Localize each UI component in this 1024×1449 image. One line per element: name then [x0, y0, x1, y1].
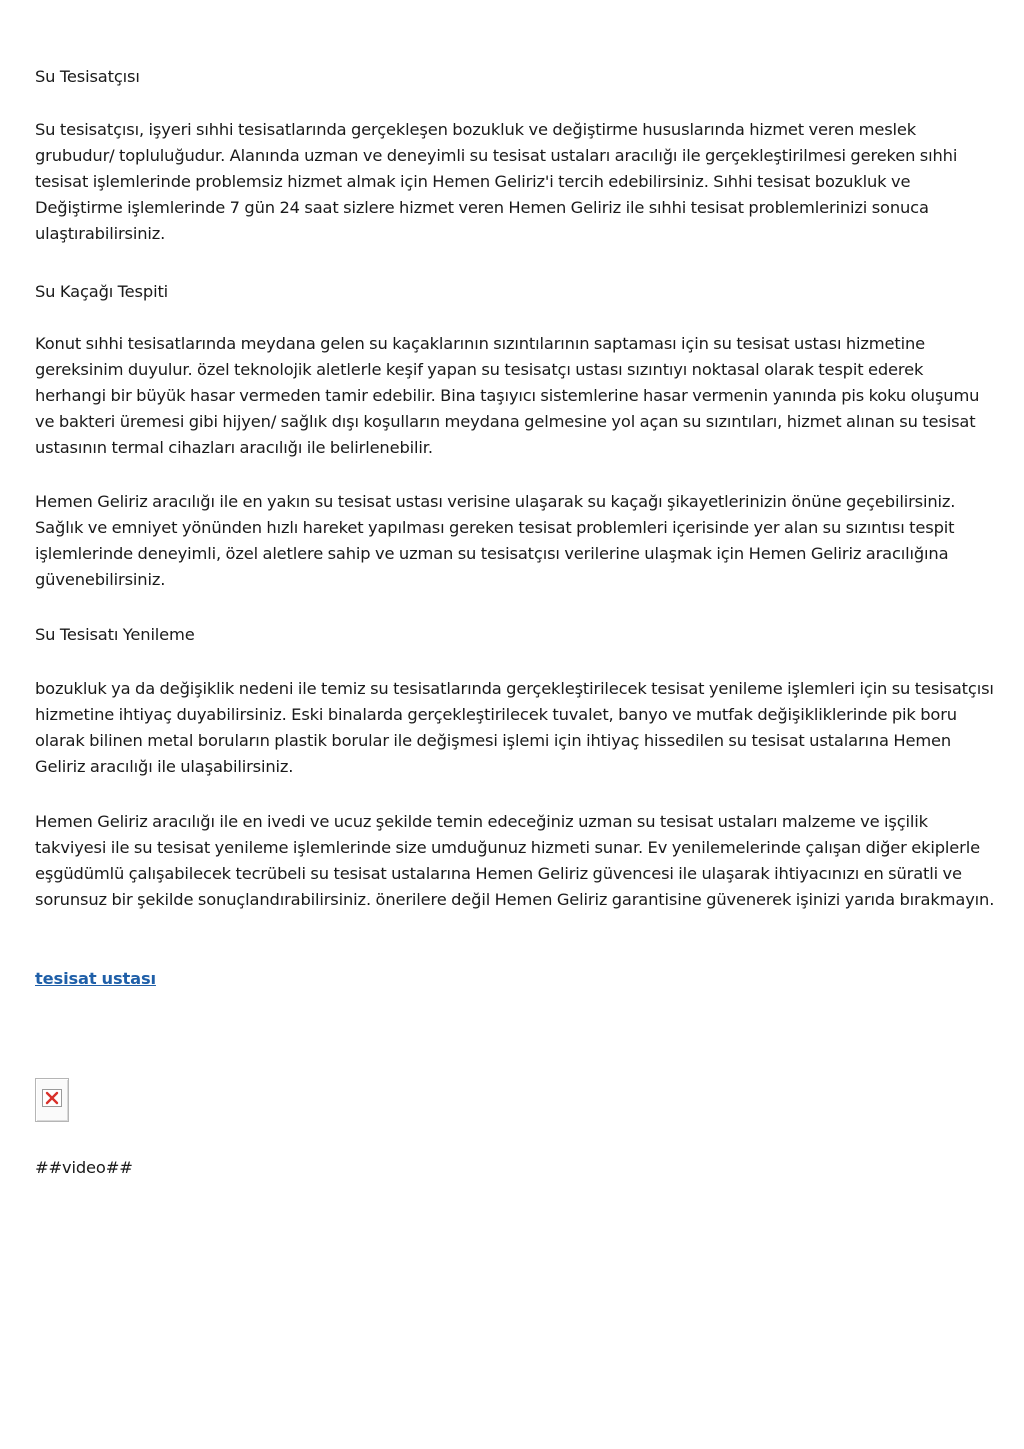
- video-placeholder: ##video##: [35, 1158, 133, 1177]
- section-heading-su-tesisatcisi: Su Tesisatçısı: [35, 67, 140, 86]
- paragraph-yenileme-2: Hemen Geliriz aracılığı ile en ivedi ve ucuz şekilde temin edeceğiniz uzman su tesisat ustaları malzeme ve işçilik takviyesi ile su tesisat yenileme işlemlerinde size umduğunuz hizmeti sunar. Ev yenilemelerinde çalışan diğer ekiplerle eşgüdümlü çalışabilecek tecrübeli su tesisat ustalarına Hemen Geliriz güvencesi ile ulaşarak ihtiyacınızı en süratli ve sorunsuz bir şekilde sonuçlandırabilirsiniz. önerilere değil Hemen Geliriz garantisine güvenerek işinizi yarıda bırakmayın.: [35, 812, 995, 909]
- paragraph-su-kacagi-1: Konut sıhhi tesisatlarında meydana gelen su kaçaklarının sızıntılarının saptaması için su tesisat ustası hizmetine gereksinim duyulur. özel teknolojik aletlerle keşif yapan su tesisatçı ustası sızıntıyı noktasal olarak tespit ederek herhangi bir büyük hasar vermeden tamir edebilir. Bina taşıyıcı sistemlerine hasar vermenin yanında pis koku oluşumu ve bakteri üremesi gibi hijyen/ sağlık dışı koşulların meydana gelmesine yol açan su sızıntıları, hizmet alınan su tesisat ustasının termal cihazları aracılığı ile belirlenebilir.: [35, 334, 980, 457]
- broken-image-icon: [42, 1089, 62, 1107]
- paragraph-su-tesisatcisi: Su tesisatçısı, işyeri sıhhi tesisatlarında gerçekleşen bozukluk ve değiştirme hususlarında hizmet veren meslek grubudur/ topluluğudur. Alanında uzman ve deneyimli su tesisat ustaları aracılığı ile gerçekleştirilmesi gereken sıhhi tesisat işlemlerinde problemsiz hizmet almak için Hemen Geliriz'i tercih edebilirsiniz. Sıhhi tesisat bozukluk ve Değiştirme işlemlerinde 7 gün 24 saat sizlere hizmet veren Hemen Geliriz ile sıhhi tesisat problemlerinizi sonuca ulaştırabilirsiniz.: [35, 120, 958, 243]
- paragraph-yenileme-1: bozukluk ya da değişiklik nedeni ile temiz su tesisatlarında gerçekleştirilecek tesisat yenileme işlemleri için su tesisatçısı hizmetine ihtiyaç duyabilirsiniz. Eski binalarda gerçekleştirilecek tuvalet, banyo ve mutfak değişikliklerinde pik boru olarak bilinen metal boruların plastik borular ile değişmesi işlemi için ihtiyaç hissedilen su tesisat ustalarına Hemen Geliriz aracılığı ile ulaşabilirsiniz.: [35, 679, 994, 776]
- link-container: [35, 966, 995, 992]
- paragraph-su-kacagi-2: Hemen Geliriz aracılığı ile en yakın su tesisat ustası verisine ulaşarak su kaçağı şikayetlerinizin önüne geçebilirsiniz. Sağlık ve emniyet yönünden hızlı hareket yapılması gereken tesisat problemleri içerisinde yer alan su sızıntısı tespit işlemlerinde deneyimli, özel aletlere sahip ve uzman su tesisatçısı verilerine ulaşmak için Hemen Geliriz aracılığına güvenebilirsiniz.: [35, 492, 956, 589]
- broken-image-placeholder: [35, 1078, 69, 1122]
- section-heading-su-tesisati-yenileme: Su Tesisatı Yenileme: [35, 625, 195, 644]
- section-heading-su-kacagi-tespiti: Su Kaçağı Tespiti: [35, 282, 169, 301]
- red-x-icon: [43, 1090, 61, 1106]
- tesisat-ustasi-link[interactable]: tesisat ustası: [35, 969, 156, 988]
